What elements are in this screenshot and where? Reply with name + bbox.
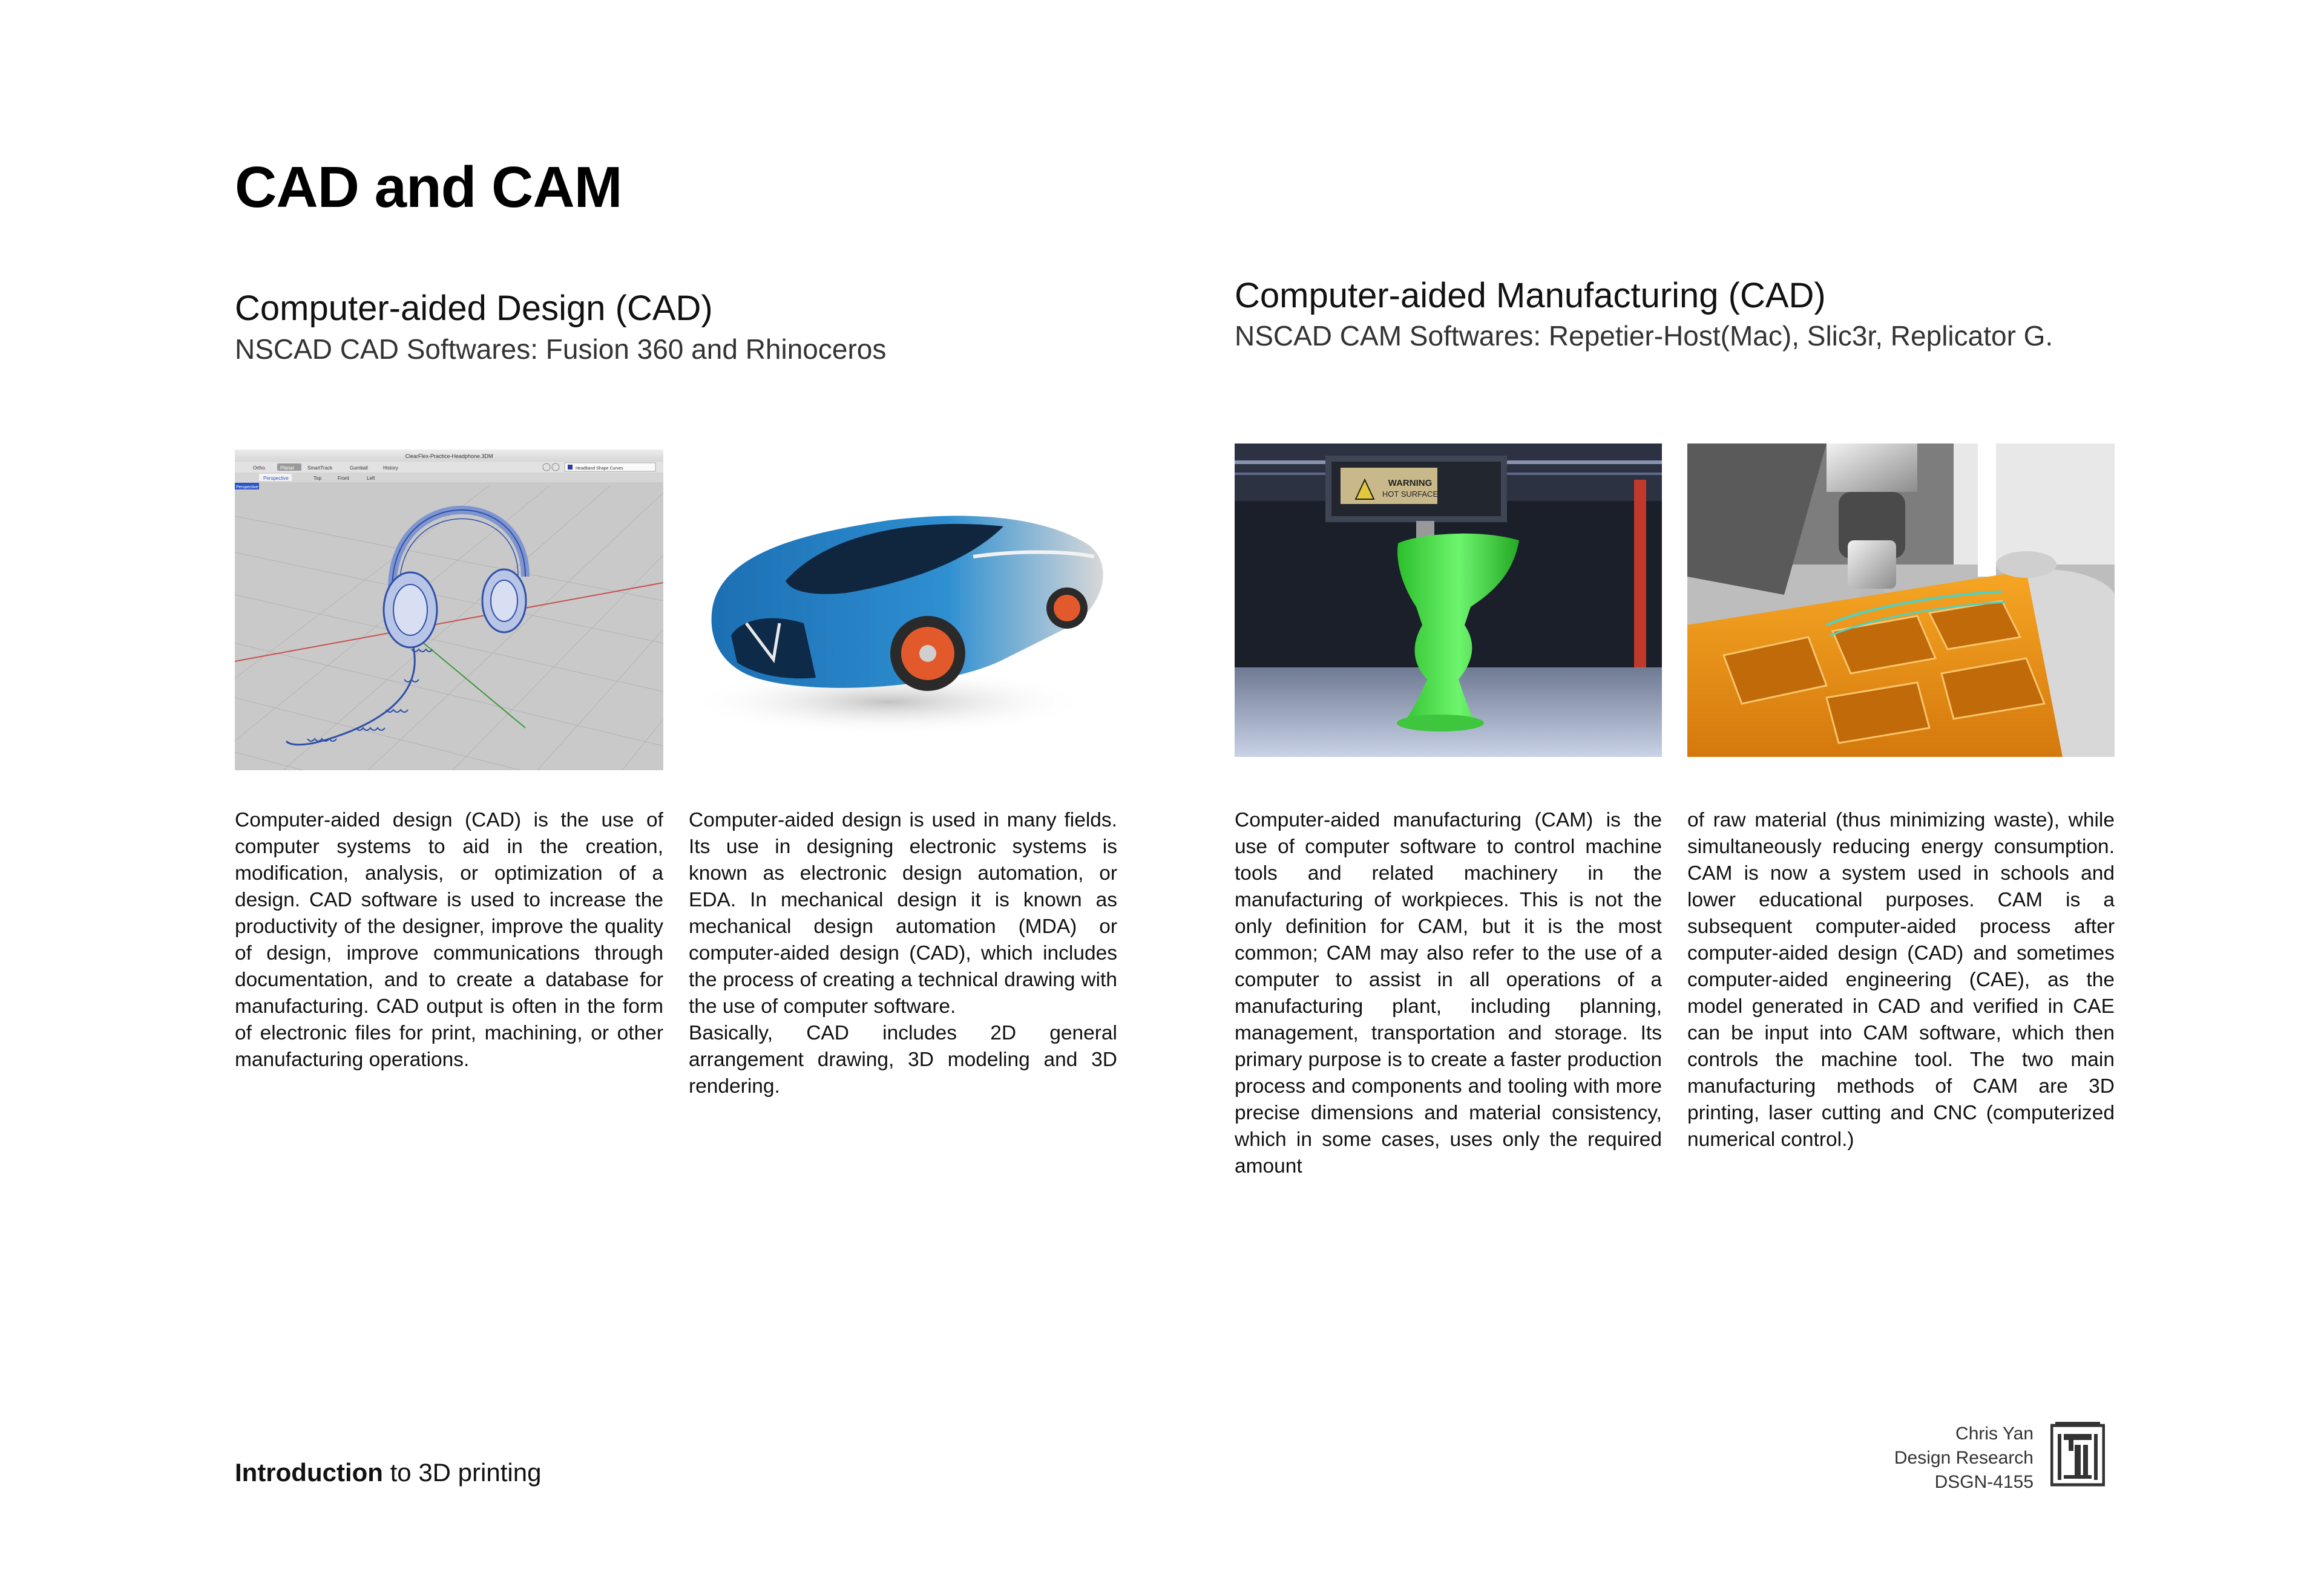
cnc-milling-photo — [1687, 443, 2115, 757]
cad-paragraph-1: Computer-aided design (CAD) is the use of computer systems to aid in the creation, modification, analysis, or optimization of a design. CAD software is used to increase the productivity of the designer, improve the quality of design, improve communications through documentation, and to create a database for manufacturing. CAD output is often in the form of electronic files for print, machining, or other manufacturing operations. — [235, 809, 663, 1071]
headphone-cad-drawing — [235, 450, 663, 770]
footer-caption-bold: Introduction — [235, 1458, 383, 1487]
printer-sign-line2: HOT SURFACE — [1382, 489, 1439, 499]
printer-sign-line1: WARNING — [1388, 478, 1433, 488]
page-title: CAD and CAM — [235, 155, 622, 220]
concept-car-render — [689, 478, 1117, 744]
rhino-tab-smarttrack[interactable]: SmartTrack — [307, 465, 333, 471]
cad-subheading: NSCAD CAD Softwares: Fusion 360 and Rhinoceros — [235, 333, 887, 365]
rhino-viewport-tab-perspective[interactable]: Perspective — [263, 476, 289, 481]
footer-caption — [235, 1458, 541, 1487]
headphone-cad-screenshot — [235, 450, 663, 770]
rhino-tab-ortho[interactable]: Ortho — [253, 465, 266, 471]
cnc-milling-drawing — [1687, 443, 2115, 757]
cam-subheading: NSCAD CAM Softwares: Repetier-Host(Mac), Slic3r, Replicator G. — [1235, 320, 2053, 352]
cad-heading: Computer-aided Design (CAD) — [235, 289, 713, 328]
author-name: Chris Yan — [1955, 1424, 2034, 1444]
cad-paragraph-2 — [689, 807, 1117, 1100]
rhino-tab-history[interactable]: History — [383, 465, 398, 471]
footer-caption-rest: to 3D printing — [382, 1458, 542, 1487]
3d-printer-drawing — [1235, 443, 1662, 757]
author-credit — [1894, 1422, 2034, 1494]
course-code: DSGN-4155 — [1934, 1472, 2034, 1492]
rhino-tab-gumball[interactable]: Gumball — [350, 465, 368, 471]
cam-heading: Computer-aided Manufacturing (CAD) — [1235, 276, 1826, 315]
rhino-viewport-label: Perspective — [236, 485, 258, 489]
rhino-viewport-tab-front[interactable]: Front — [338, 476, 349, 481]
cad-paragraph-2-part-2: Basically, CAD includes 2D general arrangement drawing, 3D modeling and 3D rendering. — [689, 1022, 1117, 1098]
rhino-viewport-tab-top[interactable]: Top — [313, 476, 321, 481]
course-name: Design Research — [1894, 1448, 2034, 1468]
concept-car-drawing — [689, 478, 1117, 744]
cam-paragraph-1: Computer-aided manufacturing (CAM) is the use of computer software to control machine tools and related machinery in the manufacturing of workpieces. This is not the only definition for CAM, but it is the most common; CAM may also refer to the use of a computer to assist in all operations of a manufacturing plant, including planning, management, transportation and storage. Its primary purpose is to create a faster production process and components and tooling with more precise dimensions and material consistency, which in some cases, uses only the required amount — [1235, 809, 1662, 1177]
rhino-tab-planar[interactable]: Planar — [280, 465, 295, 471]
cam-paragraph-2: of raw material (thus minimizing waste), while simultaneously reducing energy consumption. CAM is now a system used in schools and lower educational purposes. CAM is a subsequent computer-aided process after computer-aided design (CAD) and sometimes computer-aided engineering (CAE), as the model generated in CAD and verified in CAE can be input into CAM software, which then controls the machine tool. The two main manufacturing methods of CAM are 3D printing, laser cutting and CNC (computerized numerical control.) — [1687, 809, 2115, 1151]
rhino-layer-label: Headband Shape Curves — [576, 466, 623, 471]
cad-paragraph-2-part-1: Computer-aided design is used in many fields. Its use in designing electronic systems is known as electronic design automation, or EDA. In mechanical design it is known as mechanical design automation (MDA) or computer-aided design (CAD), which includes the process of creating a technical drawing with the use of computer software. — [689, 809, 1117, 1018]
rhino-viewport-tab-left[interactable]: Left — [367, 476, 375, 481]
3d-printer-photo — [1235, 443, 1662, 757]
rhino-window-title: ClearFlex-Practice-Headphone.3DM — [405, 453, 493, 459]
printer-logo-icon — [2050, 1421, 2105, 1487]
